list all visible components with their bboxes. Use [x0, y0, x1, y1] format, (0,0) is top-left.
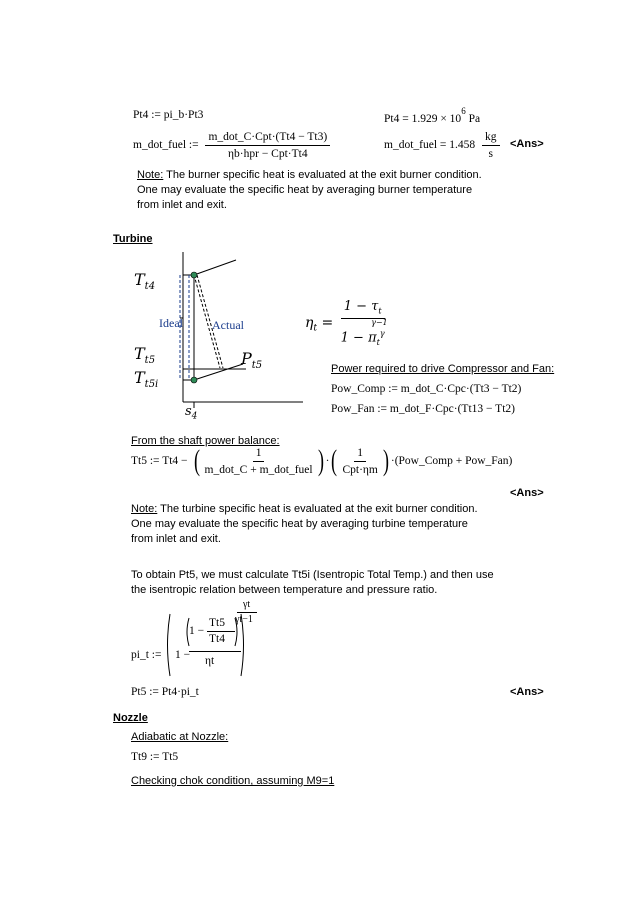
turbine-heading: Turbine — [113, 233, 153, 245]
turbine-efficiency-equation: $\eta_t$ = $1 - \tau_t$ γ−1 $1 - \pi_t^\gamma$ — [305, 299, 388, 347]
power-heading: Power required to drive Compressor and Fan: — [331, 363, 555, 375]
tt5-equation: Tt5 := Tt4 − ( $\frac{1}{\text{m\_dot\_C + m\_dot\_fuel}}$ ) · ( $\frac{1}{\text{Cpt·ηm}}$ ) ·(Pow_Comp + Pow_Fan) — [131, 444, 513, 477]
pow-fan-equation: Pow_Fan := m_dot_F·Cpc·(Tt13 − Tt2) — [331, 403, 515, 415]
m-dot-fuel-value: m_dot_fuel = 1.458 $\frac{kg}{s}$ — [384, 131, 500, 160]
note-turbine: Note: The turbine specific heat is evaluated at the exit burner condition. One may evaluate the specific heat by averaging turbine temperature from inlet and exit. — [131, 503, 478, 545]
tt4-label: $T_{t4}$ — [134, 270, 156, 293]
s4-label: $s_4$ — [185, 404, 198, 422]
shaft-balance-heading: From the shaft power balance: — [131, 435, 280, 447]
tt5-label: $T_{t5}$ — [134, 344, 156, 367]
ans-tag-tt5: <Ans> — [510, 487, 544, 499]
note-burner: Note: The burner specific heat is evaluated at the exit burner condition. One may evaluate the specific heat by averaging burner temperature from inlet and exit. — [137, 169, 482, 211]
ans-tag-fuel: <Ans> — [510, 138, 544, 150]
choke-check-heading: Checking chok condition, assuming M9=1 — [131, 775, 335, 787]
actual-label: Actual — [212, 318, 244, 332]
pt5-definition: Pt5 := Pt4·pi_t — [131, 686, 199, 698]
pt5-label: $P_{t5}$ — [241, 349, 263, 372]
tt9-definition: Tt9 := Tt5 — [131, 751, 179, 763]
ideal-label: Ideal — [159, 316, 183, 330]
state-4-point — [191, 272, 197, 278]
tt5i-label: $T_{t5i}$ — [134, 368, 159, 391]
nozzle-heading: Nozzle — [113, 712, 148, 724]
pi-t-equation: pi_t := 1 − 1 − Tt5 Tt4 ηt γt γt−1 — [131, 599, 271, 679]
pow-comp-equation: Pow_Comp := m_dot_C·Cpc·(Tt3 − Tt2) — [331, 383, 522, 395]
pt4-definition: Pt4 := pi_b·Pt3 — [133, 109, 204, 121]
state-5i-point — [191, 377, 197, 383]
m-dot-fuel-equation: m_dot_fuel := $\frac{\text{m\_dot\_C·Cpt·(Tt4 − Tt3)}}{\text{ηb·hpr − Cpt·Tt4}}$ — [133, 131, 330, 160]
pt5-intro-text: To obtain Pt5, we must calculate Tt5i (Isentropic Total Temp.) and then use the isentropic relation between temperature and pressure ratio. — [131, 569, 494, 596]
adiabatic-heading: Adiabatic at Nozzle: — [131, 731, 229, 743]
pt4-value: $Pt4 = 1.929 \times 10^6$ Pa — [384, 106, 481, 125]
ans-tag-pt5: <Ans> — [510, 686, 544, 698]
